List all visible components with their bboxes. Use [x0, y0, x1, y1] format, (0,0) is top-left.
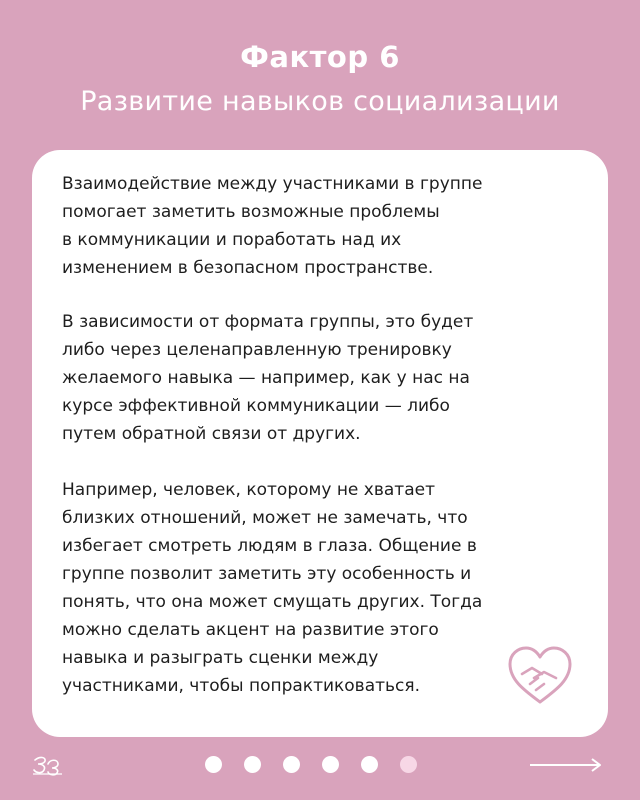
page-title: Фактор 6 [240, 40, 400, 74]
paragraph-1: Взаимодействие между участниками в группе помогает заметить возможные проблемы в коммуникации и поработать над их изменением в безопасном пространстве. [62, 174, 483, 278]
arrow-right-icon[interactable] [528, 758, 604, 772]
paragraph-3: Например, человек, которому не хватает близких отношений, может не замечать, что избегает смотреть людям в глаза. Общение в группе позволит заметить эту особенность и понять, что она может смущать других. Тогда можно сделать акцент на развитие этого навыка и разыграть сценки между участниками, чтобы попрактиковаться. [62, 480, 483, 696]
page-subtitle: Развитие навыков социализации [80, 86, 560, 117]
pagination-dot-4[interactable] [322, 756, 339, 773]
pagination-dot-3[interactable] [283, 756, 300, 773]
content-card [32, 150, 608, 737]
pagination-dot-5[interactable] [361, 756, 378, 773]
brand-logo [32, 754, 66, 780]
heart-handshake-icon [504, 644, 576, 708]
paragraph-2: В зависимости от формата группы, это будет либо через целенаправленную тренировку желаемого навыка — например, как у нас на курсе эффективной коммуникации — либо путем обратной связи от других. [62, 312, 474, 444]
pagination-dot-2[interactable] [244, 756, 261, 773]
pagination-dot-1[interactable] [205, 756, 222, 773]
pagination-dots [205, 756, 417, 773]
pagination-dot-6-active[interactable] [400, 756, 417, 773]
